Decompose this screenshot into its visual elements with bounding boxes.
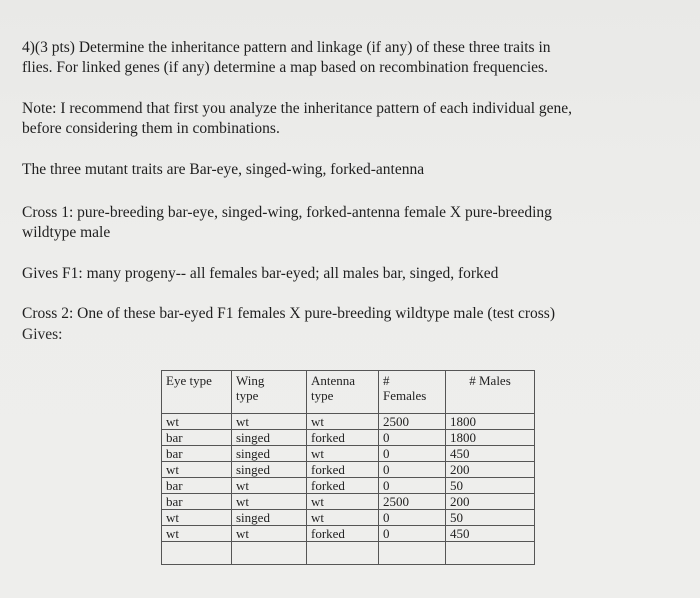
cell-males: 450 (446, 446, 535, 462)
f1-paragraph: Gives F1: many progeny-- all females bar-eyed; all males bar, singed, forked (22, 265, 499, 282)
cell-males: 1800 (446, 414, 535, 430)
question-intro: 4)(3 pts) Determine the inheritance pattern and linkage (if any) of these three traits in flies. For linked genes (if any) determine a map based on recombination frequencies. (22, 39, 551, 76)
cell-wing: wt (232, 526, 307, 542)
cell-males: 450 (446, 526, 535, 542)
cell-antenna: forked (307, 526, 379, 542)
cell-wing: singed (232, 446, 307, 462)
table-row (162, 414, 535, 430)
note-paragraph: Note: I recommend that first you analyze the inheritance pattern of each individual gene, before considering them in combinations. (22, 100, 573, 137)
cell-antenna: forked (307, 478, 379, 494)
gives-label: Gives: (22, 326, 63, 343)
cell-antenna: forked (307, 462, 379, 478)
cell-eye: wt (162, 510, 232, 526)
table-row (162, 510, 535, 526)
cell-males: 200 (446, 494, 535, 510)
cell-wing: wt (232, 494, 307, 510)
cell-eye: bar (162, 494, 232, 510)
header-males: # Males (446, 371, 535, 414)
cell-females: 0 (379, 510, 446, 526)
cell-eye: wt (162, 462, 232, 478)
cell-wing: singed (232, 510, 307, 526)
cell-females: 0 (379, 478, 446, 494)
table-row (162, 494, 535, 510)
cell-males: 50 (446, 510, 535, 526)
header-antenna-type: Antenna type (307, 371, 379, 414)
cell-females: 0 (379, 446, 446, 462)
cell-antenna: wt (307, 510, 379, 526)
traits-paragraph: The three mutant traits are Bar-eye, singed-wing, forked-antenna (22, 161, 425, 178)
cross2-paragraph: Cross 2: One of these bar-eyed F1 females X pure-breeding wildtype male (test cross) (22, 305, 555, 322)
cell-eye: wt (162, 526, 232, 542)
cell-males: 1800 (446, 430, 535, 446)
cell-wing: wt (232, 478, 307, 494)
table-empty-row (162, 542, 535, 565)
cell-antenna: wt (307, 446, 379, 462)
table-row (162, 446, 535, 462)
cell-females: 0 (379, 462, 446, 478)
cell-eye: bar (162, 430, 232, 446)
table-row (162, 526, 535, 542)
cell-males: 200 (446, 462, 535, 478)
table-row (162, 430, 535, 446)
question-number: 4) (22, 39, 35, 56)
cell-males: 50 (446, 478, 535, 494)
cell-females: 2500 (379, 414, 446, 430)
table-row (162, 462, 535, 478)
cell-wing: wt (232, 414, 307, 430)
cell-females: 2500 (379, 494, 446, 510)
cell-wing: singed (232, 462, 307, 478)
header-eye-type: Eye type (162, 371, 232, 414)
cell-females: 0 (379, 430, 446, 446)
cell-antenna: wt (307, 494, 379, 510)
header-females: # Females (379, 371, 446, 414)
header-wing-type: Wing type (232, 371, 307, 414)
cell-females: 0 (379, 526, 446, 542)
cell-eye: wt (162, 414, 232, 430)
cell-eye: bar (162, 446, 232, 462)
cell-wing: singed (232, 430, 307, 446)
cell-eye: bar (162, 478, 232, 494)
note-label: Note: (22, 100, 57, 117)
cell-antenna: wt (307, 414, 379, 430)
table-row (162, 478, 535, 494)
cross1-paragraph: Cross 1: pure-breeding bar-eye, singed-wing, forked-antenna female X pure-breeding wildtype male (22, 204, 552, 241)
table-header-row (162, 371, 535, 414)
cell-antenna: forked (307, 430, 379, 446)
progeny-table (161, 370, 535, 565)
